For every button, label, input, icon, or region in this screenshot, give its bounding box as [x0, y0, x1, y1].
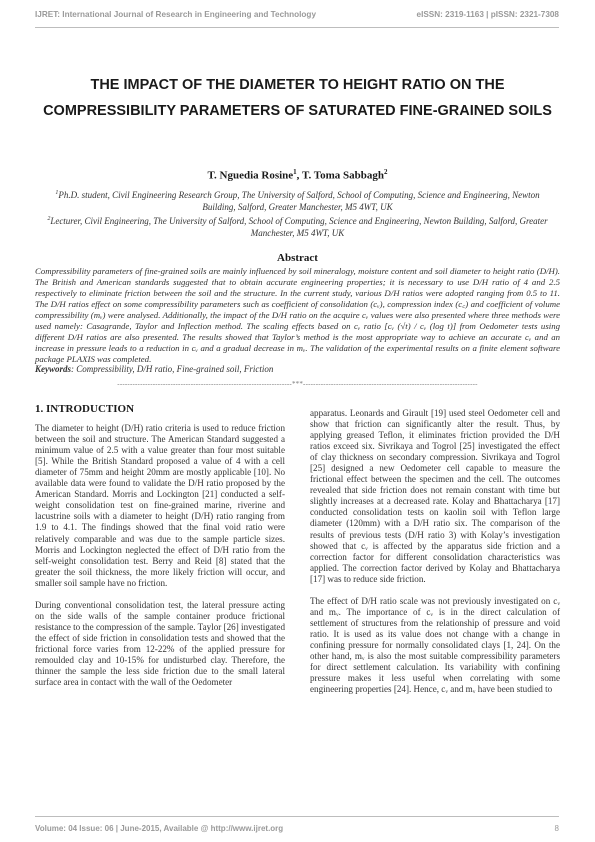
- page-number: 8: [554, 824, 559, 833]
- abstract-text: Compressibility parameters of fine-grained soils are mainly influenced by soil mineralogy, moisture content and soil diameter to height ratio (D/H). The British and American standards suggested that to obtain accurate engineering properties; it is necessary to use D/H ratio of 4 and 2.5 respectively to eliminate friction between the soil and the structure. In the current study, various D/H ratios were adopted ranging from 0.5 to 11. The D/H ratios effect on some compressibility parameters such as coefficient of consolidation (cᵥ), compression index (c꜀) and coefficient of volume compressibility (mᵥ) were analysed. Additionally, the impact of the D/H ratio on the acquire cᵥ values were also presented where three methods were used namely: Casagrande, Taylor and Inflection method. The scaling effects based on cᵥ ratio [cᵥ (√t) / cᵥ (log t)] from Oedometer tests using different D/H ratios are also presented. The results showed that Taylor’s method is the most appropriate way to achieve an accurate cᵥ and an increase in pressure leads to a reduction in cᵥ and a gradual decrease in mᵥ. The validation of the experimental results on a finite element software package PLAXIS was completed.: [35, 266, 560, 364]
- author-2: T. Toma Sabbagh: [301, 169, 385, 182]
- affiliation-2: [45, 213, 550, 239]
- author-2-sup: 2: [384, 168, 388, 176]
- keywords-text: : Compressibility, D/H ratio, Fine-grained soil, Friction: [71, 364, 274, 374]
- footer-volume-info: Volume: 04 Issue: 06 | June-2015, Available @ http://www.ijret.org: [35, 824, 284, 833]
- running-footer: [35, 824, 559, 833]
- issn: eISSN: 2319-1163 | pISSN: 2321-7308: [416, 10, 559, 19]
- author-1-sup: 1: [293, 168, 297, 176]
- abstract-heading: Abstract: [277, 252, 318, 264]
- running-header: [35, 10, 559, 19]
- footer-rule: [35, 816, 559, 817]
- intro-paragraph-4: The effect of D/H ratio scale was not previously investigated on cᵥ and mᵥ. The importance of cᵥ is in the direct calculation of settlement of structures from the relationship of pressure and void ratio. It is used as its value does not change with a change in confining pressure for normally consolidated clays [1, 24]. On the other hand, mᵥ is also the most suitable compressibility parameters for direct settlement calculation. Its variability with confining pressure makes it less useful when correlating with some engineering properties [24]. Hence, cᵥ and mᵥ have been studied to: [310, 595, 560, 695]
- author-line: [35, 168, 560, 182]
- author-1: T. Nguedia Rosine: [207, 169, 294, 182]
- right-column: [310, 408, 560, 706]
- journal-name: IJRET: International Journal of Research in Engineering and Technology: [35, 10, 316, 19]
- section-separator: ---------------------------------------------------------------------***---------------------------------------------------------------------: [117, 380, 478, 388]
- intro-paragraph-2: During conventional consolidation test, the lateral pressure acting on the side walls of the sample container produce frictional resistance to the compression of the sample. Taylor [26] investigated the effect of side friction in consolidation tests and showed that the frictional force varies from 12-22% of the applied pressure for remoulded clay and 10-15% for undisturbed clay. Therefore, the thinner the sample the less side friction due to the small lateral surface area in contact with the wall of the Oedometer: [35, 599, 285, 688]
- left-column: [35, 404, 285, 699]
- author-separator: ,: [296, 169, 302, 182]
- affiliation-1: [45, 187, 550, 213]
- intro-paragraph-3: apparatus. Leonards and Girault [19] used steel Oedometer cell and show that friction can significantly alter the result. Thus, by applying greased Teflon, it eliminates friction provided the D/H ratios exceed six. Sivrikaya and Togrol [25] investigated the effect of clay thickness on secondary compression. Sivrikaya and Togrol [25] designed a new Oedometer cell capable to measure the frictional effect between the specimen and the cell. The outcomes revealed that side friction does not remain constant with time but slightly increases at a decreased rate. Kolay and Bhattacharya [17] conducted consolidation tests on kaolin soil with Teflon large diameter (120mm) with a D/H ratio six. The comparison of the results of previous tests (D/H ratio 3) with Kolay’s investigation showed that cᵥ is affected by the apparatus side friction and a correction factor for different consolidation characteristics was applied. The correction factor derived by Kolay and Bhattacharya [17] was to reduce side friction.: [310, 408, 560, 584]
- affiliation-1-sup: 1: [55, 190, 59, 196]
- affiliation-2-sup: 2: [47, 216, 51, 222]
- keywords: [35, 364, 560, 374]
- intro-paragraph-1: The diameter to height (D/H) ratio criteria is used to reduce friction between the soil and structure. The American Standard suggested a minimum value of 2.5 with a value greater than four most suitable [5]. While the British Standard proposed a value of 4 with a cell diameter of 75mm and height 20mm are mostly applicable [10]. No available data were found to validate the D/H ratio proposed by the American Standard. Morris and Lockington [21] conducted a self-weight consolidation test on fine-grained marine, riverine and lacustrine soils with a diameter to height (D/H) ratio ranging from 1.9 to 4.1. The findings showed that the final void ratio were relatively comparable and was due to the sample particle sizes. Morris and Lockington neglected the effect of D/H ratio from the self-weight consolidation test. Berry and Reid [8] stated that the greater the soil thickness, the more likely friction will occur, and smaller soil sample have no friction.: [35, 423, 285, 588]
- affiliation-2-text: Lecturer, Civil Engineering, The University of Salford, School of Computing, Science and Engineering, Newton Building, Salford, Greater Manchester, M5 4WT, UK: [50, 216, 548, 238]
- section-heading-introduction: 1. INTRODUCTION: [35, 403, 135, 415]
- keywords-label: Keywords: [35, 364, 71, 374]
- paper-title: THE IMPACT OF THE DIAMETER TO HEIGHT RATIO ON THE COMPRESSIBILITY PARAMETERS OF SATURATED FINE-GRAINED SOILS: [43, 77, 552, 119]
- affiliation-1-text: Ph.D. student, Civil Engineering Research Group, The University of Salford, School of Computing, Science and Engineering, Newton Building, Salford, Greater Manchester, M5 4WT, UK: [58, 190, 540, 212]
- header-rule: [35, 27, 559, 28]
